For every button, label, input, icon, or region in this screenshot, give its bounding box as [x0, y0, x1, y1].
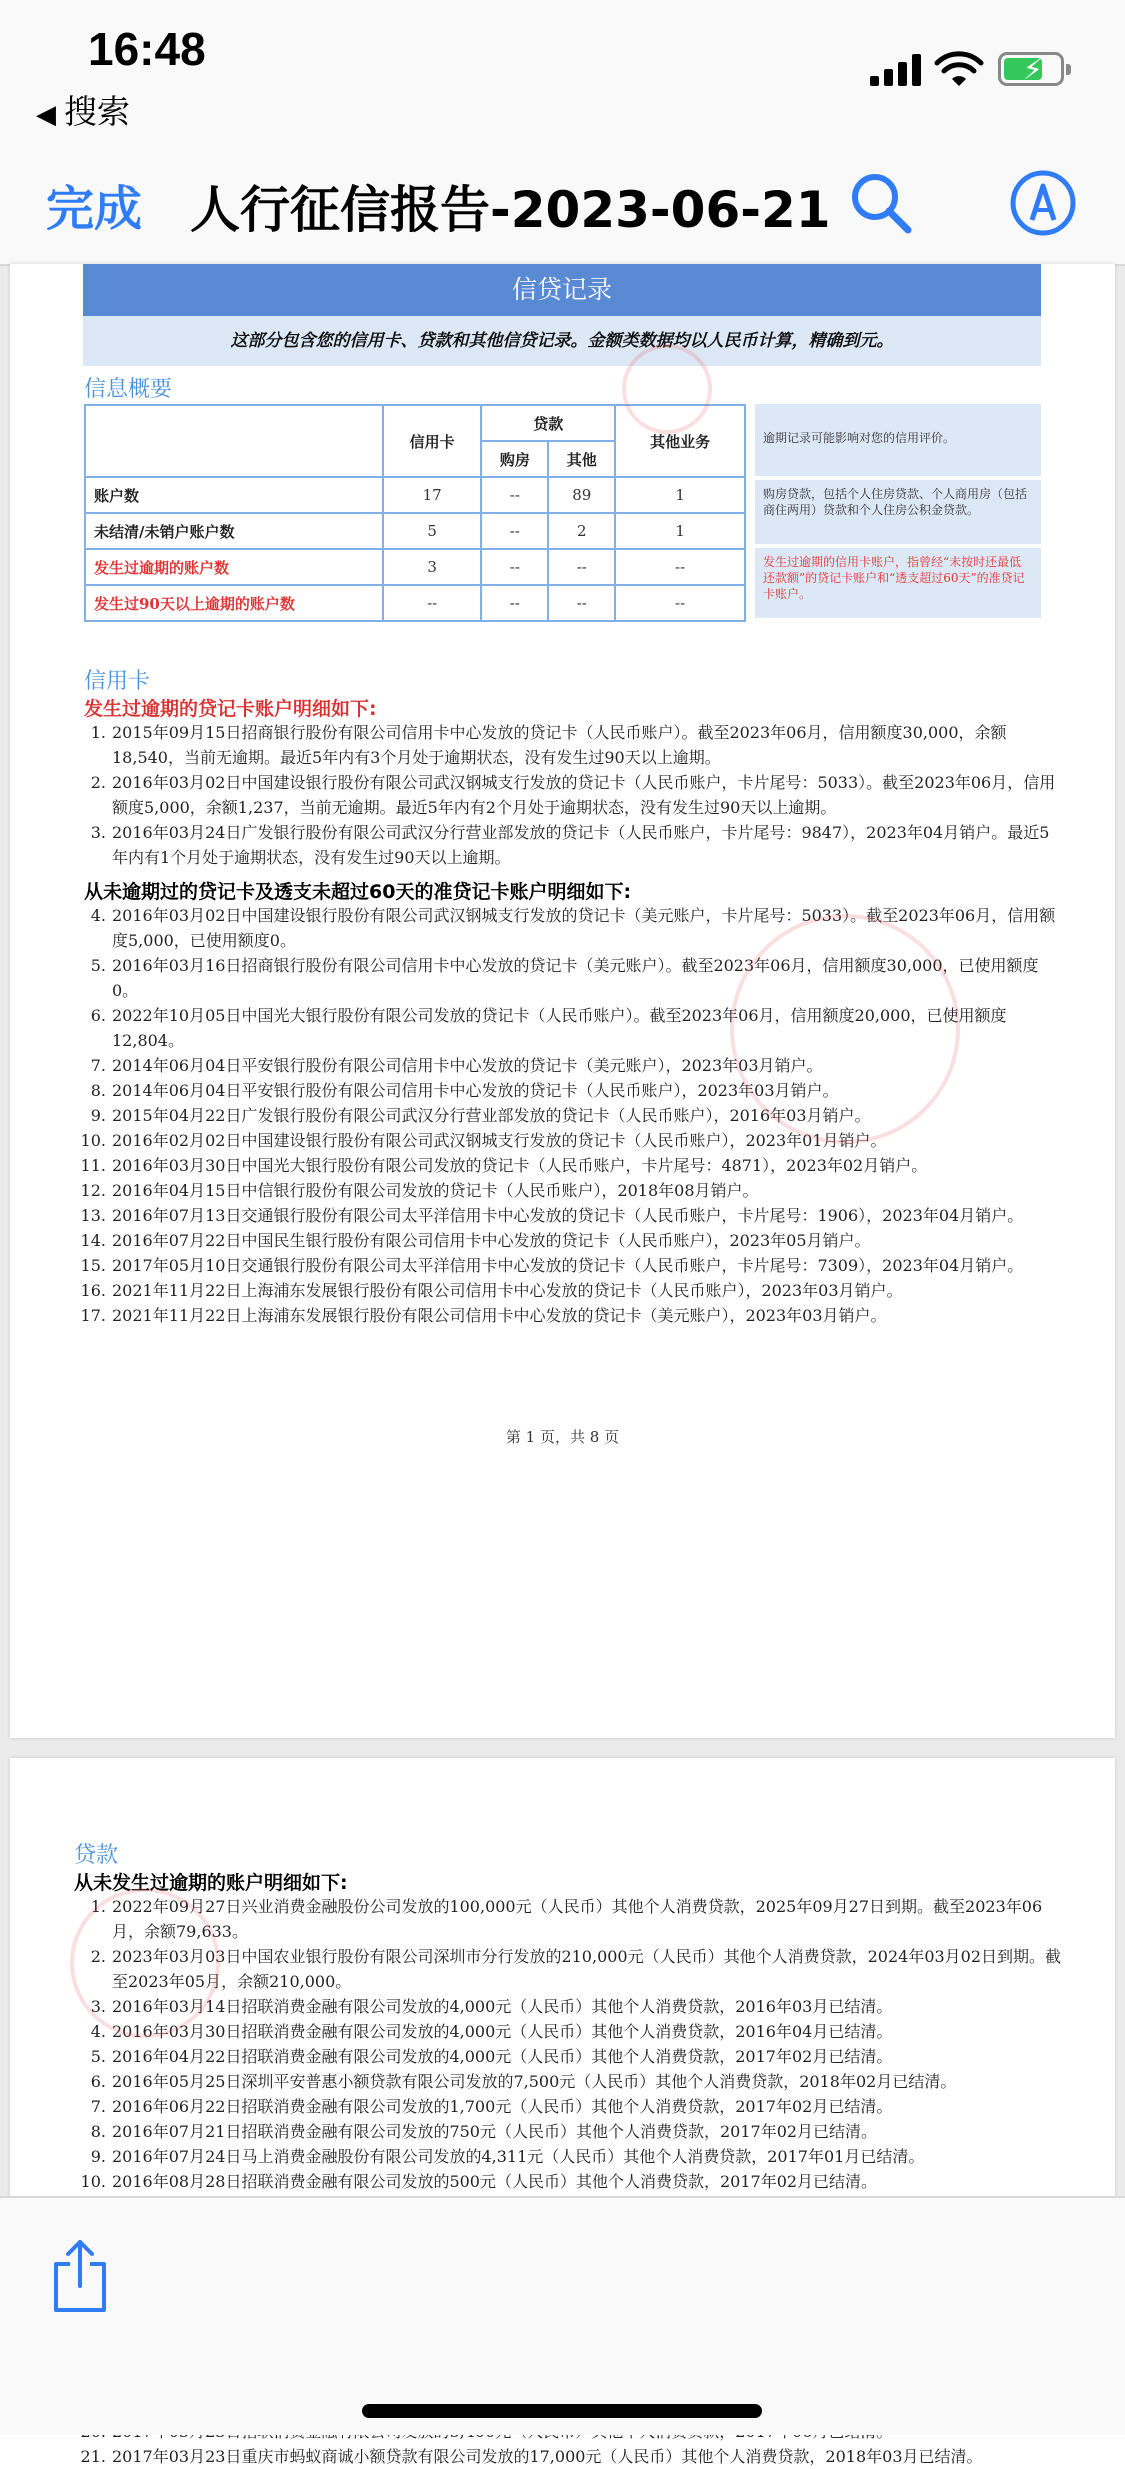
overview-table — [84, 404, 746, 622]
list-item-number: 14. — [80, 1231, 106, 1250]
list-item — [74, 770, 1064, 820]
list-item-text: 2016年03月16日招商银行股份有限公司信用卡中心发放的贷记卡（美元账户）。截至2023年06月，信用额度30,000，已使用额度0。 — [112, 956, 1039, 1000]
list-item — [74, 720, 1064, 770]
note-overdue: 逾期记录可能影响对您的信用评价。 — [755, 404, 1041, 476]
overview-title: 信息概要 — [84, 377, 173, 402]
list-item-number: 5. — [90, 956, 106, 975]
list-item-number: 2. — [90, 773, 106, 792]
list-item-text: 2017年03月23日重庆市蚂蚁商诚小额贷款有限公司发放的17,000元（人民币）其他个人消费贷款，2018年03月已结清。 — [112, 2447, 983, 2466]
charging-bolt-icon: ⚡ — [1023, 53, 1043, 86]
list-item-number: 3. — [90, 823, 106, 842]
list-item-text: 2016年07月21日招联消费金融有限公司发放的750元（人民币）其他个人消费贷款，2017年02月已结清。 — [112, 2122, 878, 2141]
list-item-number: 21. — [80, 2447, 106, 2466]
list-item — [74, 2444, 1064, 2469]
list-item-number: 4. — [90, 906, 106, 925]
list-item-text: 2021年11月22日上海浦东发展银行股份有限公司信用卡中心发放的贷记卡（人民币账户），2023年03月销户。 — [112, 1281, 903, 1300]
watermark-seal — [70, 1888, 220, 2038]
list-item — [74, 1253, 1064, 1278]
pdf-viewport[interactable] — [0, 266, 1125, 2466]
list-item — [74, 2169, 1064, 2194]
list-item-number: 1. — [90, 723, 106, 742]
credit-card-title: 信用卡 — [84, 669, 151, 694]
status-bar — [0, 0, 1125, 140]
list-item — [74, 2069, 1064, 2094]
list-item-text: 2014年06月04日平安银行股份有限公司信用卡中心发放的贷记卡（人民币账户），2023年03月销户。 — [112, 1081, 839, 1100]
watermark-seal — [622, 344, 712, 434]
note-housing: 购房贷款，包括个人住房贷款、个人商用房（包括商住两用）贷款和个人住房公积金贷款。 — [755, 480, 1041, 544]
list-item-number: 9. — [90, 2147, 106, 2166]
list-item-text: 2016年03月30日招联消费金融有限公司发放的4,000元（人民币）其他个人消费贷款，2016年04月已结清。 — [112, 2022, 893, 2041]
list-item-text: 2016年03月14日招联消费金融有限公司发放的4,000元（人民币）其他个人消费贷款，2016年03月已结清。 — [112, 1997, 893, 2016]
note-overdue-account: 发生过逾期的信用卡账户，指曾经“未按时还最低还款额”的贷记卡账户和“透支超过60天”的准贷记卡账户。 — [755, 548, 1041, 618]
list-item-number: 10. — [80, 2172, 106, 2191]
back-triangle-icon: ◀ — [36, 100, 56, 130]
loan-title: 贷款 — [74, 1843, 119, 1868]
list-item-text: 2016年03月02日中国建设银行股份有限公司武汉钢城支行发放的贷记卡（美元账户，卡片尾号：5033）。截至2023年06月，信用额度5,000，已使用额度0。 — [112, 906, 1056, 950]
list-item-text: 2016年07月24日马上消费金融股份有限公司发放的4,311元（人民币）其他个人消费贷款，2017年01月已结清。 — [112, 2147, 925, 2166]
list-item-number: 8. — [90, 1081, 106, 1100]
table-row: 未结清/未销户账户数 5 -- 2 1 — [85, 513, 745, 549]
list-item — [74, 1203, 1064, 1228]
list-item-number: 5. — [90, 2047, 106, 2066]
list-item-number: 2. — [90, 1947, 106, 1966]
list-item-text: 2016年05月25日深圳平安普惠小额贷款有限公司发放的7,500元（人民币）其他个人消费贷款，2018年02月已结清。 — [112, 2072, 957, 2091]
list-item-text: 2022年10月05日中国光大银行股份有限公司发放的贷记卡（人民币账户）。截至2023年06月，信用额度20,000，已使用额度12,804。 — [112, 1006, 1007, 1050]
home-indicator[interactable] — [362, 2404, 762, 2418]
done-button[interactable]: 完成 — [46, 181, 143, 237]
wifi-icon — [934, 50, 984, 90]
list-item — [74, 1153, 1064, 1178]
table-row: 发生过90天以上逾期的账户数 -- -- -- -- — [85, 585, 745, 621]
document-title: 人行征信报告-2023-06-21 — [190, 181, 831, 239]
list-item-number: 7. — [90, 2097, 106, 2116]
loan-subtitle: 从未发生过逾期的账户明细如下: — [74, 1872, 348, 1894]
list-item — [74, 2019, 1064, 2044]
list-item-number: 17. — [80, 1306, 106, 1325]
list-item-text: 2017年05月10日交通银行股份有限公司太平洋信用卡中心发放的贷记卡（人民币账户，卡片尾号：7309），2023年04月销户。 — [112, 1256, 1024, 1275]
section-banner: 信贷记录 — [83, 264, 1041, 316]
list-item-text: 2016年04月15日中信银行股份有限公司发放的贷记卡（人民币账户），2018年08月销户。 — [112, 1181, 759, 1200]
list-item-text: 2016年07月22日中国民生银行股份有限公司信用卡中心发放的贷记卡（人民币账户），2023年05月销户。 — [112, 1231, 871, 1250]
list-item-number: 3. — [90, 1997, 106, 2016]
list-item-text: 2016年06月22日招联消费金融有限公司发放的1,700元（人民币）其他个人消费贷款，2017年02月已结清。 — [112, 2097, 893, 2116]
list-item — [74, 1228, 1064, 1253]
header-other-business: 其他业务 — [615, 405, 745, 477]
list-item — [74, 1944, 1064, 1994]
list-item-number: 15. — [80, 1256, 106, 1275]
overview-notes — [755, 404, 1041, 622]
cellular-signal-icon — [870, 54, 922, 86]
nav-bar — [0, 140, 1125, 266]
list-item-number: 16. — [80, 1281, 106, 1300]
list-item — [74, 820, 1064, 870]
status-time: 16:48 — [88, 23, 206, 75]
list-item-text: 2021年11月22日上海浦东发展银行股份有限公司信用卡中心发放的贷记卡（美元账户），2023年03月销户。 — [112, 1306, 887, 1325]
markup-icon[interactable] — [1008, 168, 1078, 238]
pdf-page-2 — [10, 1758, 1115, 2466]
list-item-number: 11. — [80, 1156, 106, 1175]
share-icon[interactable] — [50, 2238, 110, 2314]
list-item-number: 10. — [80, 1131, 106, 1150]
list-item-text: 2016年03月02日中国建设银行股份有限公司武汉钢城支行发放的贷记卡（人民币账户，卡片尾号：5033）。截至2023年06月，信用额度5,000，余额1,237，当前无逾期。最近5年内有2个月处于逾期状态，没有发生过90天以上逾期。 — [112, 773, 1056, 817]
list-item-text: 2016年03月30日中国光大银行股份有限公司发放的贷记卡（人民币账户，卡片尾号：4871），2023年02月销户。 — [112, 1156, 928, 1175]
list-item-number: 7. — [90, 1056, 106, 1075]
pdf-page-1 — [10, 264, 1115, 1738]
list-item — [74, 1994, 1064, 2019]
list-item — [74, 2044, 1064, 2069]
list-item-number: 13. — [80, 1206, 106, 1225]
list-item — [74, 1128, 1064, 1153]
list-item-text: 2022年09月27日兴业消费金融股份公司发放的100,000元（人民币）其他个人消费贷款，2025年09月27日到期。截至2023年06月，余额79,633。 — [112, 1897, 1043, 1941]
list-item-text: 2015年04月22日广发银行股份有限公司武汉分行营业部发放的贷记卡（人民币账户），2016年03月销户。 — [112, 1106, 871, 1125]
list-item-number: 4. — [90, 2022, 106, 2041]
list-item-number: 6. — [90, 2072, 106, 2091]
list-item-text: 2016年04月22日招联消费金融有限公司发放的4,000元（人民币）其他个人消费贷款，2017年02月已结清。 — [112, 2047, 893, 2066]
list-item — [74, 2094, 1064, 2119]
list-item — [74, 1178, 1064, 1203]
battery-icon — [998, 52, 1064, 86]
list-item — [74, 1303, 1064, 1328]
list-item-number: 12. — [80, 1181, 106, 1200]
list-item-text: 2016年02月02日中国建设银行股份有限公司武汉钢城支行发放的贷记卡（人民币账户），2023年01月销户。 — [112, 1131, 887, 1150]
list-item-text: 2015年09月15日招商银行股份有限公司信用卡中心发放的贷记卡（人民币账户）。截至2023年06月，信用额度30,000，余额18,540，当前无逾期。最近5年内有3个月处于逾期状态，没有发生过90天以上逾期。 — [112, 723, 1007, 767]
overdue-card-list — [74, 720, 1064, 870]
header-loan: 贷款 — [481, 405, 615, 441]
back-app-label: 搜索 — [64, 92, 130, 131]
section-description: 这部分包含您的信用卡、贷款和其他信贷记录。金额类数据均以人民币计算，精确到元。 — [83, 316, 1041, 366]
list-item — [74, 2119, 1064, 2144]
header-other: 其他 — [548, 441, 615, 477]
list-item-number: 6. — [90, 1006, 106, 1025]
search-icon[interactable] — [846, 168, 916, 238]
list-item-text: 2023年03月03日中国农业银行股份有限公司深圳市分行发放的210,000元（人民币）其他个人消费贷款，2024年03月02日到期。截至2023年05月，余额210,000。 — [112, 1947, 1062, 1991]
list-item — [74, 1278, 1064, 1303]
page-number: 第 1 页，共 8 页 — [505, 1428, 620, 1446]
bottom-toolbar — [0, 2196, 1125, 2435]
table-row: 发生过逾期的账户数 3 -- -- -- — [85, 549, 745, 585]
normal-cards-title: 从未逾期过的贷记卡及透支未超过60天的准贷记卡账户明细如下: — [84, 881, 632, 903]
list-item-number: 1. — [90, 1897, 106, 1916]
list-item — [74, 2144, 1064, 2169]
list-item-text: 2016年03月24日广发银行股份有限公司武汉分行营业部发放的贷记卡（人民币账户，卡片尾号：9847），2023年04月销户。最近5年内有1个月处于逾期状态，没有发生过90天以上逾期。 — [112, 823, 1050, 867]
list-item-text: 2016年07月13日交通银行股份有限公司太平洋信用卡中心发放的贷记卡（人民币账户，卡片尾号：1906），2023年04月销户。 — [112, 1206, 1024, 1225]
list-item — [74, 1894, 1064, 1944]
back-to-app-button[interactable] — [36, 86, 130, 133]
list-item-number: 8. — [90, 2122, 106, 2141]
list-item-number: 9. — [90, 1106, 106, 1125]
table-row: 账户数 17 -- 89 1 — [85, 477, 745, 513]
watermark-seal — [730, 914, 960, 1144]
overdue-cards-title: 发生过逾期的贷记卡账户明细如下: — [84, 698, 377, 720]
header-housing: 购房 — [481, 441, 548, 477]
list-item-text: 2016年08月28日招联消费金融有限公司发放的500元（人民币）其他个人消费贷款，2017年02月已结清。 — [112, 2172, 878, 2191]
header-credit-card: 信用卡 — [383, 405, 481, 477]
list-item-text: 2014年06月04日平安银行股份有限公司信用卡中心发放的贷记卡（美元账户），2023年03月销户。 — [112, 1056, 823, 1075]
